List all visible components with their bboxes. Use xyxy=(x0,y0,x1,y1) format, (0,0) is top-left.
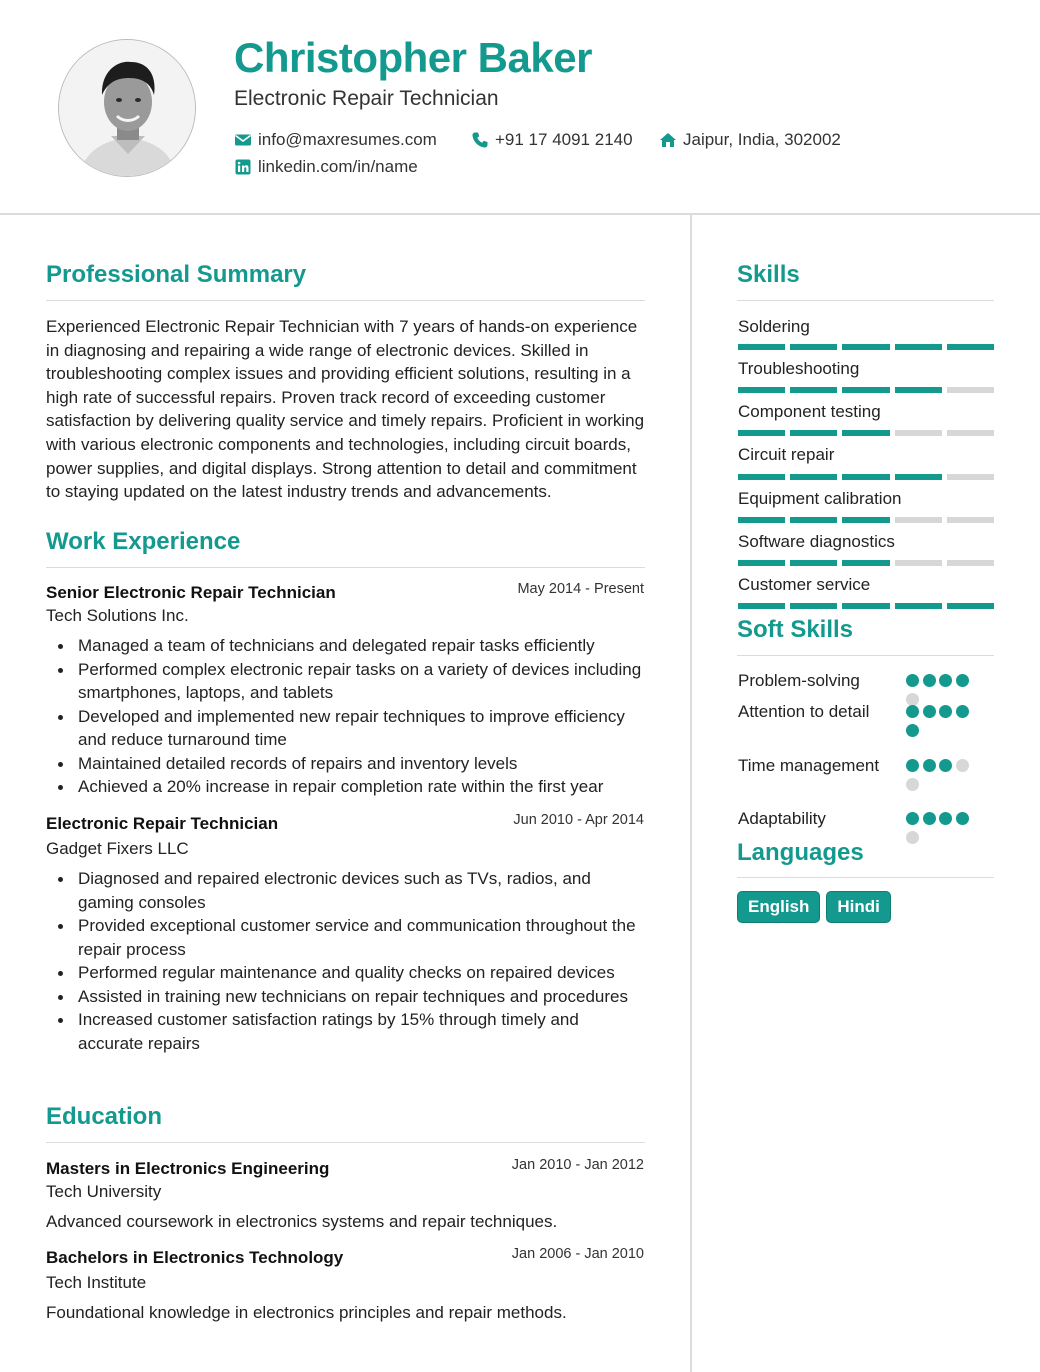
languages-rule xyxy=(737,877,994,878)
skill-level-segment xyxy=(947,560,994,566)
skills-rule xyxy=(737,300,994,301)
home-icon xyxy=(659,131,677,149)
rating-dot xyxy=(906,759,919,772)
rating-dot xyxy=(939,812,952,825)
summary-text: Experienced Electronic Repair Technician with 7 years of hands-on experience in diagnosing and repairing a wide range of electronic devices. Skilled in troubleshooting complex issues and providing efficient solutions, resulting in a high rate of successful repairs. Proven track record of exceeding customer satisfaction by delivering quality service and timely repairs. Proficient in working with various electronic components and technologies, including circuit boards, power supplies, and digital displays. Strong attention to detail and commitment to staying updated on the latest industry trends and advancements. xyxy=(46,317,645,502)
location-text: Jaipur, India, 302002 xyxy=(683,130,841,149)
job-title: Senior Electronic Repair Technician xyxy=(46,583,336,602)
skill-level-segment xyxy=(738,560,785,566)
list-item: Increased customer satisfaction ratings by 15% through timely and accurate repairs xyxy=(78,1008,648,1055)
skill-name: Circuit repair xyxy=(738,445,835,464)
skill-level-segment xyxy=(790,344,837,350)
skill-level-segment xyxy=(738,517,785,523)
skill-level-segment xyxy=(738,344,785,350)
degree-date: Jan 2006 - Jan 2010 xyxy=(511,1246,644,1262)
rating-dot xyxy=(939,759,952,772)
skill-level-segment xyxy=(842,560,889,566)
envelope-icon xyxy=(234,131,252,149)
skill-level-segment xyxy=(738,387,785,393)
education-heading: Education xyxy=(46,1103,163,1130)
skill-level-bar xyxy=(738,387,994,393)
degree-description: Advanced coursework in electronics systems and repair techniques. xyxy=(46,1212,558,1231)
soft-skill-name: Problem-solving xyxy=(738,671,860,690)
list-item: Developed and implemented new repair techniques to improve efficiency and reduce turnaround time xyxy=(78,705,648,752)
language-tag: English xyxy=(737,891,820,923)
rating-dot xyxy=(923,759,936,772)
school-name: Tech University xyxy=(46,1182,162,1201)
skill-level-segment xyxy=(947,387,994,393)
skill-level-segment xyxy=(738,603,785,609)
rating-dot xyxy=(906,705,919,718)
linkedin-text: linkedin.com/in/name xyxy=(258,157,418,176)
soft-skill-dots xyxy=(906,759,981,797)
skill-level-segment xyxy=(947,430,994,436)
skill-level-segment xyxy=(842,603,889,609)
list-item: Managed a team of technicians and delegated repair tasks efficiently xyxy=(78,634,648,658)
skill-level-segment xyxy=(895,387,942,393)
soft-skill-name: Attention to detail xyxy=(738,702,870,721)
rating-dot xyxy=(923,812,936,825)
rating-dot xyxy=(906,812,919,825)
resume-header xyxy=(0,0,1040,215)
contact-location xyxy=(659,130,841,150)
skill-level-segment xyxy=(790,474,837,480)
skill-level-segment xyxy=(947,344,994,350)
profile-photo-icon xyxy=(59,40,196,177)
skill-level-bar xyxy=(738,603,994,609)
summary-rule xyxy=(46,300,645,301)
language-tags xyxy=(737,891,891,923)
skill-level-segment xyxy=(842,344,889,350)
education-rule xyxy=(46,1142,645,1143)
skill-name: Customer service xyxy=(738,575,871,594)
skill-level-segment xyxy=(895,344,942,350)
experience-heading: Work Experience xyxy=(46,528,241,555)
list-item: Provided exceptional customer service and communication throughout the repair process xyxy=(78,914,648,961)
list-item: Achieved a 20% increase in repair completion rate within the first year xyxy=(78,775,648,799)
summary-heading: Professional Summary xyxy=(46,261,307,288)
skill-level-segment xyxy=(947,603,994,609)
skill-name: Equipment calibration xyxy=(738,489,902,508)
skill-level-segment xyxy=(895,474,942,480)
skill-level-segment xyxy=(895,430,942,436)
soft-skills-heading: Soft Skills xyxy=(737,616,854,643)
job-date: Jun 2010 - Apr 2014 xyxy=(513,812,644,828)
list-item: Maintained detailed records of repairs and inventory levels xyxy=(78,752,648,776)
rating-dot xyxy=(906,831,919,844)
rating-dot xyxy=(939,705,952,718)
skill-level-bar xyxy=(738,560,994,566)
soft-skills-rule xyxy=(737,655,994,656)
skill-level-segment xyxy=(947,474,994,480)
skill-level-segment xyxy=(842,474,889,480)
degree-title: Masters in Electronics Engineering xyxy=(46,1159,330,1178)
skill-level-segment xyxy=(842,430,889,436)
soft-skill-dots xyxy=(906,705,981,743)
experience-rule xyxy=(46,567,645,568)
contact-email[interactable] xyxy=(234,130,437,150)
soft-skill-name: Time management xyxy=(738,756,880,775)
languages-heading: Languages xyxy=(737,839,864,866)
list-item: Assisted in training new technicians on repair techniques and procedures xyxy=(78,985,648,1009)
rating-dot xyxy=(923,705,936,718)
rating-dot xyxy=(956,674,969,687)
avatar xyxy=(58,39,196,177)
candidate-name: Christopher Baker xyxy=(234,34,592,81)
email-text: info@maxresumes.com xyxy=(258,130,437,149)
degree-date: Jan 2010 - Jan 2012 xyxy=(511,1157,644,1173)
rating-dot xyxy=(906,778,919,791)
skill-level-bar xyxy=(738,430,994,436)
rating-dot xyxy=(906,724,919,737)
contact-linkedin[interactable] xyxy=(234,157,418,177)
skill-level-segment xyxy=(790,387,837,393)
rating-dot xyxy=(956,759,969,772)
skill-name: Troubleshooting xyxy=(738,359,860,378)
skills-heading: Skills xyxy=(737,261,800,288)
job-title: Electronic Repair Technician xyxy=(46,814,279,833)
job-company: Tech Solutions Inc. xyxy=(46,606,189,625)
skill-level-segment xyxy=(790,560,837,566)
skill-level-bar xyxy=(738,344,994,350)
skill-level-bar xyxy=(738,517,994,523)
skill-level-segment xyxy=(947,517,994,523)
list-item: Performed regular maintenance and quality checks on repaired devices xyxy=(78,961,648,985)
rating-dot xyxy=(906,674,919,687)
column-divider xyxy=(690,215,692,1372)
phone-text: +91 17 4091 2140 xyxy=(495,130,633,149)
job-bullets xyxy=(78,634,648,799)
rating-dot xyxy=(956,812,969,825)
skill-level-segment xyxy=(842,387,889,393)
rating-dot xyxy=(939,674,952,687)
contact-phone[interactable] xyxy=(471,130,633,150)
soft-skill-name: Adaptability xyxy=(738,809,826,828)
rating-dot xyxy=(923,674,936,687)
skill-level-segment xyxy=(842,517,889,523)
job-date: May 2014 - Present xyxy=(517,581,644,597)
school-name: Tech Institute xyxy=(46,1273,147,1292)
candidate-title: Electronic Repair Technician xyxy=(234,87,499,110)
skill-level-segment xyxy=(790,603,837,609)
degree-description: Foundational knowledge in electronics principles and repair methods. xyxy=(46,1303,567,1322)
skill-level-segment xyxy=(738,474,785,480)
job-company: Gadget Fixers LLC xyxy=(46,839,189,858)
skill-name: Soldering xyxy=(738,317,810,336)
list-item: Performed complex electronic repair tasks on a variety of devices including smartphones, laptops, and tablets xyxy=(78,658,648,705)
skill-name: Component testing xyxy=(738,402,881,421)
phone-icon xyxy=(471,131,489,149)
skill-level-segment xyxy=(895,517,942,523)
skill-level-segment xyxy=(790,517,837,523)
skill-level-segment xyxy=(895,560,942,566)
degree-title: Bachelors in Electronics Technology xyxy=(46,1248,344,1267)
list-item: Diagnosed and repaired electronic devices such as TVs, radios, and gaming consoles xyxy=(78,867,648,914)
rating-dot xyxy=(956,705,969,718)
skill-level-segment xyxy=(790,430,837,436)
soft-skill-dots xyxy=(906,812,981,850)
skill-name: Software diagnostics xyxy=(738,532,895,551)
job-bullets xyxy=(78,867,648,1055)
skill-level-segment xyxy=(895,603,942,609)
language-tag: Hindi xyxy=(826,891,891,923)
skill-level-bar xyxy=(738,474,994,480)
linkedin-icon xyxy=(234,158,252,176)
skill-level-segment xyxy=(738,430,785,436)
